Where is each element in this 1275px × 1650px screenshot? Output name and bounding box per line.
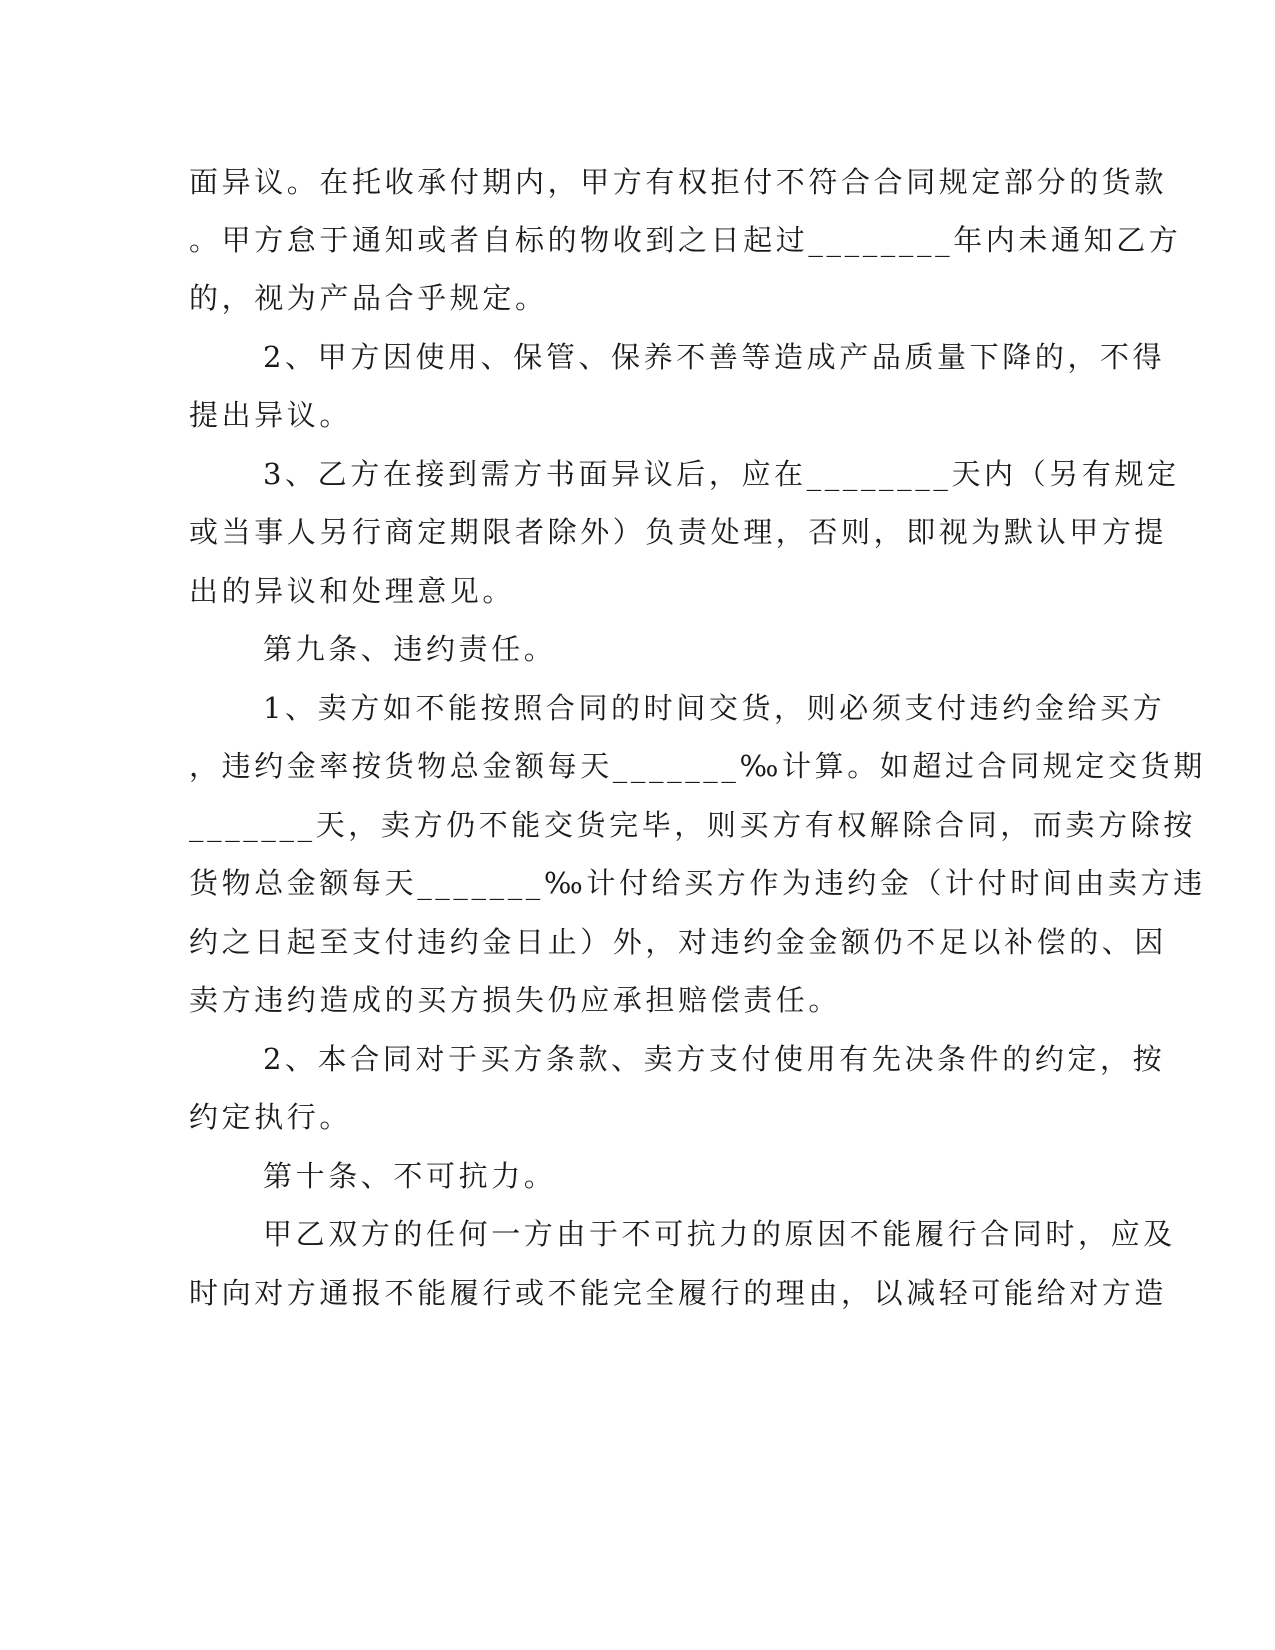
- section-heading-10: 第十条、不可抗力。: [263, 1159, 557, 1193]
- text-line-16: 2、本合同对于买方条款、卖方支付使用有先决条件的约定，按: [263, 1042, 1166, 1076]
- text-line-3: 的，视为产品合乎规定。: [189, 281, 548, 315]
- text-line-6: 3、乙方在接到需方书面异议后，应在________天内（另有规定: [263, 457, 1180, 491]
- text-line-20: 时向对方通报不能履行或不能完全履行的理由，以减轻可能给对方造: [189, 1276, 1168, 1310]
- text-line-14: 约之日起至支付违约金日止）外，对违约金金额仍不足以补偿的、因: [189, 925, 1168, 959]
- text-line-4: 2、甲方因使用、保管、保养不善等造成产品质量下降的，不得: [263, 340, 1166, 374]
- text-line-13: 货物总金额每天_______‰计付给买方作为违约金（计付时间由卖方违: [189, 866, 1206, 900]
- text-line-5: 提出异议。: [189, 398, 353, 432]
- text-line-1: 面异议。在托收承付期内，甲方有权拒付不符合合同规定部分的货款: [189, 165, 1168, 199]
- section-heading-9: 第九条、违约责任。: [263, 632, 557, 666]
- text-line-19: 甲乙双方的任何一方由于不可抗力的原因不能履行合同时，应及: [263, 1217, 1176, 1251]
- text-line-17: 约定执行。: [189, 1100, 353, 1134]
- text-line-8: 出的异议和处理意见。: [189, 574, 516, 608]
- text-line-15: 卖方违约造成的买方损失仍应承担赔偿责任。: [189, 983, 842, 1017]
- text-line-7: 或当事人另行商定期限者除外）负责处理，否则，即视为默认甲方提: [189, 515, 1168, 549]
- text-line-10: 1、卖方如不能按照合同的时间交货，则必须支付违约金给买方: [263, 691, 1166, 725]
- text-line-11: ，违约金率按货物总金额每天_______‰计算。如超过合同规定交货期: [189, 749, 1206, 783]
- text-line-2: 。甲方怠于通知或者自标的物收到之日起过________年内未通知乙方: [189, 223, 1182, 257]
- text-line-12: _______天，卖方仍不能交货完毕，则买方有权解除合同，而卖方除按: [189, 808, 1196, 842]
